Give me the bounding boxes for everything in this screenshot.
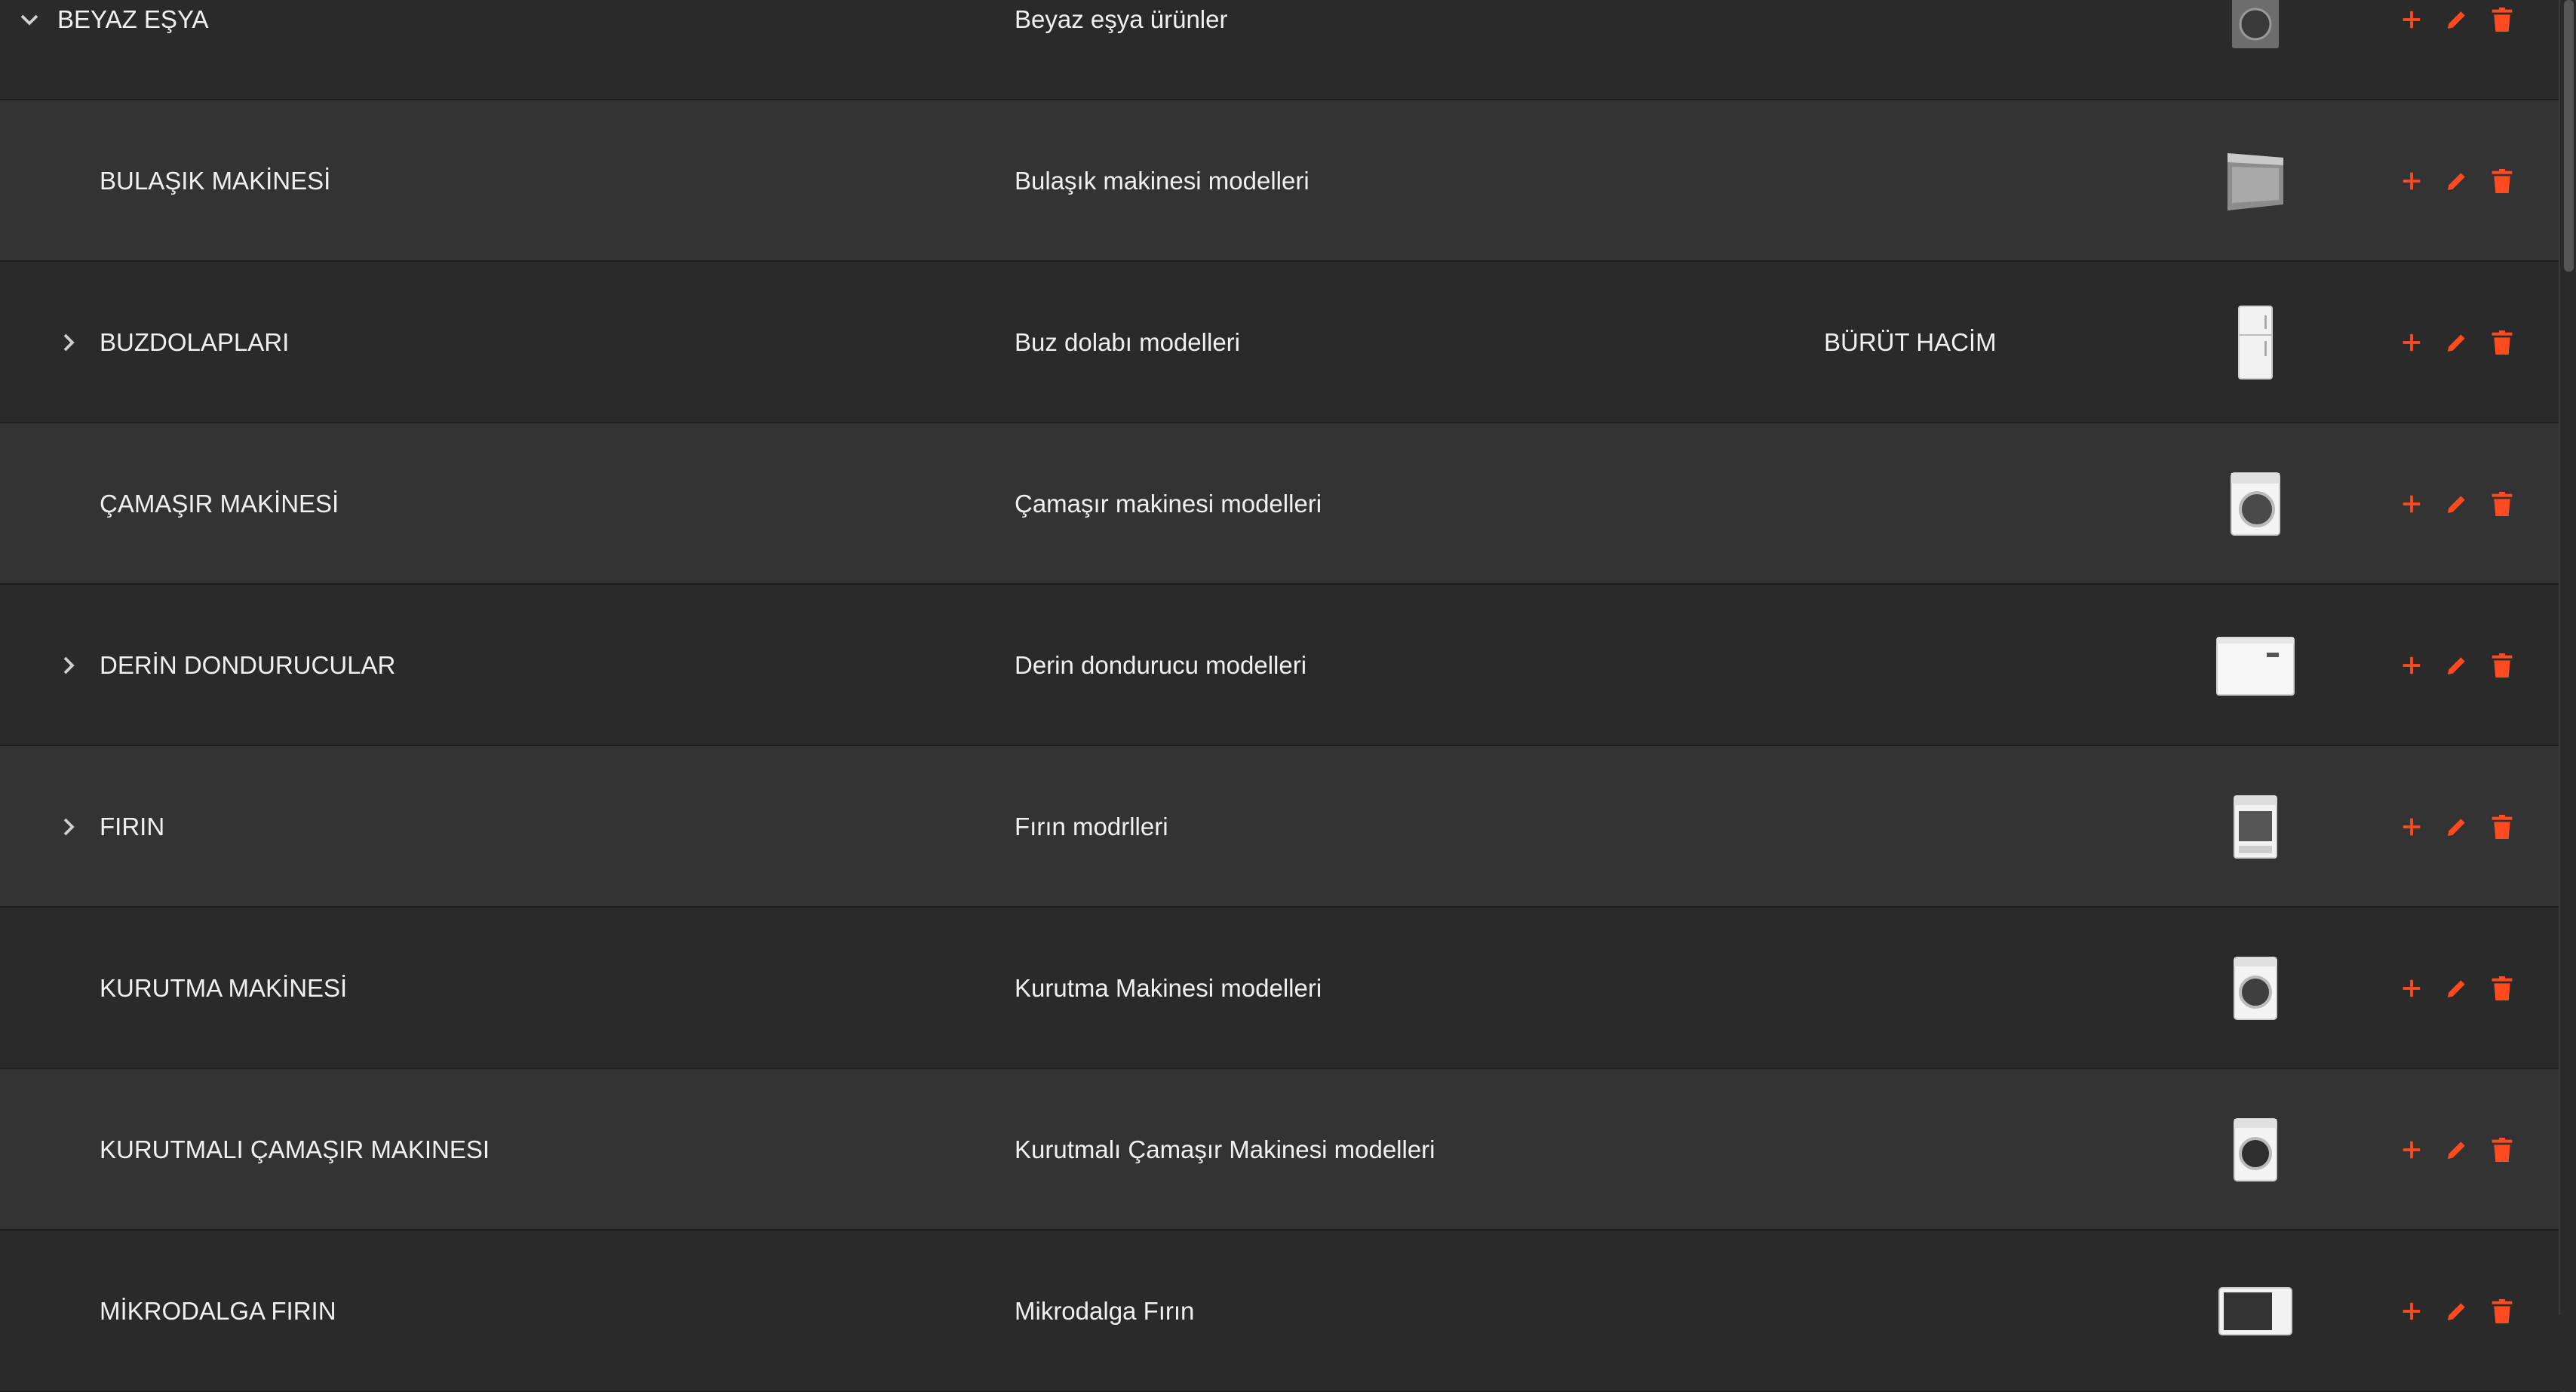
row-name: BEYAZ EŞYA bbox=[57, 5, 209, 33]
plus-icon[interactable] bbox=[2396, 327, 2427, 358]
trash-icon[interactable] bbox=[2486, 650, 2518, 681]
row-name: KURUTMALI ÇAMAŞIR MAKINESI bbox=[100, 1135, 490, 1163]
tree-row-kurutma-makinesi[interactable] bbox=[0, 908, 2560, 1069]
row-actions bbox=[2396, 100, 2518, 262]
washing-machine-image bbox=[2210, 423, 2301, 585]
row-description: Derin dondurucu modelleri bbox=[1015, 651, 1307, 679]
row-description: Çamaşır makinesi modelleri bbox=[1015, 490, 1322, 518]
trash-icon[interactable] bbox=[2486, 811, 2518, 843]
tree-row-derin-dondurucular[interactable] bbox=[0, 585, 2560, 746]
trash-icon[interactable] bbox=[2486, 165, 2518, 197]
row-description: Kurutmalı Çamaşır Makinesi modelleri bbox=[1015, 1135, 1435, 1163]
row-description: Bulaşık makinesi modelleri bbox=[1015, 167, 1309, 195]
plus-icon[interactable] bbox=[2396, 4, 2427, 35]
tree-row-kurutmali-camasir-makinesi[interactable] bbox=[0, 1069, 2560, 1231]
washing-machine-image bbox=[2210, 0, 2301, 100]
pencil-icon[interactable] bbox=[2441, 327, 2473, 358]
plus-icon[interactable] bbox=[2396, 650, 2427, 681]
row-actions bbox=[2396, 908, 2518, 1069]
row-actions bbox=[2396, 423, 2518, 585]
row-actions bbox=[2396, 1231, 2518, 1392]
row-description: Kurutma Makinesi modelleri bbox=[1015, 974, 1322, 1002]
refrigerator-image bbox=[2210, 262, 2301, 423]
row-actions bbox=[2396, 585, 2518, 746]
chevron-right-icon[interactable] bbox=[50, 585, 88, 746]
plus-icon[interactable] bbox=[2396, 973, 2427, 1004]
tree-row-mikrodalga-firin[interactable] bbox=[0, 1231, 2560, 1392]
dryer-image bbox=[2210, 908, 2301, 1069]
tree-row-bulasik-makinesi[interactable] bbox=[0, 100, 2560, 262]
chest-freezer-image bbox=[2210, 585, 2301, 746]
row-actions bbox=[2396, 746, 2518, 908]
row-description: Fırın modrlleri bbox=[1015, 813, 1168, 840]
row-name: MİKRODALGA FIRIN bbox=[100, 1297, 336, 1325]
pencil-icon[interactable] bbox=[2441, 811, 2473, 843]
trash-icon[interactable] bbox=[2486, 4, 2518, 35]
tree-row-beyaz-esya[interactable] bbox=[0, 0, 2560, 100]
row-name: FIRIN bbox=[100, 813, 165, 840]
pencil-icon[interactable] bbox=[2441, 4, 2473, 35]
pencil-icon[interactable] bbox=[2441, 1134, 2473, 1166]
vertical-scrollbar[interactable] bbox=[2559, 0, 2576, 1315]
plus-icon[interactable] bbox=[2396, 488, 2427, 520]
pencil-icon[interactable] bbox=[2441, 1295, 2473, 1327]
pencil-icon[interactable] bbox=[2441, 973, 2473, 1004]
row-description: Beyaz eşya ürünler bbox=[1015, 5, 1228, 33]
tree-row-camasir-makinesi[interactable] bbox=[0, 423, 2560, 585]
washer-dryer-image bbox=[2210, 1069, 2301, 1231]
tree-row-buzdolaplari[interactable] bbox=[0, 262, 2560, 423]
row-name: DERİN DONDURUCULAR bbox=[100, 651, 396, 679]
row-actions bbox=[2396, 1069, 2518, 1231]
pencil-icon[interactable] bbox=[2441, 650, 2473, 681]
trash-icon[interactable] bbox=[2486, 1134, 2518, 1166]
trash-icon[interactable] bbox=[2486, 327, 2518, 358]
scrollbar-thumb[interactable] bbox=[2564, 0, 2574, 272]
plus-icon[interactable] bbox=[2396, 165, 2427, 197]
trash-icon[interactable] bbox=[2486, 973, 2518, 1004]
plus-icon[interactable] bbox=[2396, 811, 2427, 843]
row-name: ÇAMAŞIR MAKİNESİ bbox=[100, 490, 339, 518]
tree-row-firin[interactable] bbox=[0, 746, 2560, 908]
row-description: Buz dolabı modelleri bbox=[1015, 328, 1240, 356]
microwave-image bbox=[2210, 1231, 2301, 1392]
row-description: Mikrodalga Fırın bbox=[1015, 1297, 1195, 1325]
row-actions bbox=[2396, 0, 2518, 100]
trash-icon[interactable] bbox=[2486, 1295, 2518, 1327]
plus-icon[interactable] bbox=[2396, 1134, 2427, 1166]
chevron-down-icon[interactable] bbox=[11, 0, 48, 100]
row-name: KURUTMA MAKİNESİ bbox=[100, 974, 348, 1002]
row-actions bbox=[2396, 262, 2518, 423]
pencil-icon[interactable] bbox=[2441, 488, 2473, 520]
trash-icon[interactable] bbox=[2486, 488, 2518, 520]
plus-icon[interactable] bbox=[2396, 1295, 2427, 1327]
chevron-right-icon[interactable] bbox=[50, 746, 88, 908]
row-name: BUZDOLAPLARI bbox=[100, 328, 290, 356]
dishwasher-image bbox=[2210, 100, 2301, 262]
chevron-right-icon[interactable] bbox=[50, 262, 88, 423]
row-name: BULAŞIK MAKİNESİ bbox=[100, 167, 331, 195]
oven-image bbox=[2210, 746, 2301, 908]
pencil-icon[interactable] bbox=[2441, 165, 2473, 197]
row-attribute: BÜRÜT HACİM bbox=[1824, 328, 1997, 356]
